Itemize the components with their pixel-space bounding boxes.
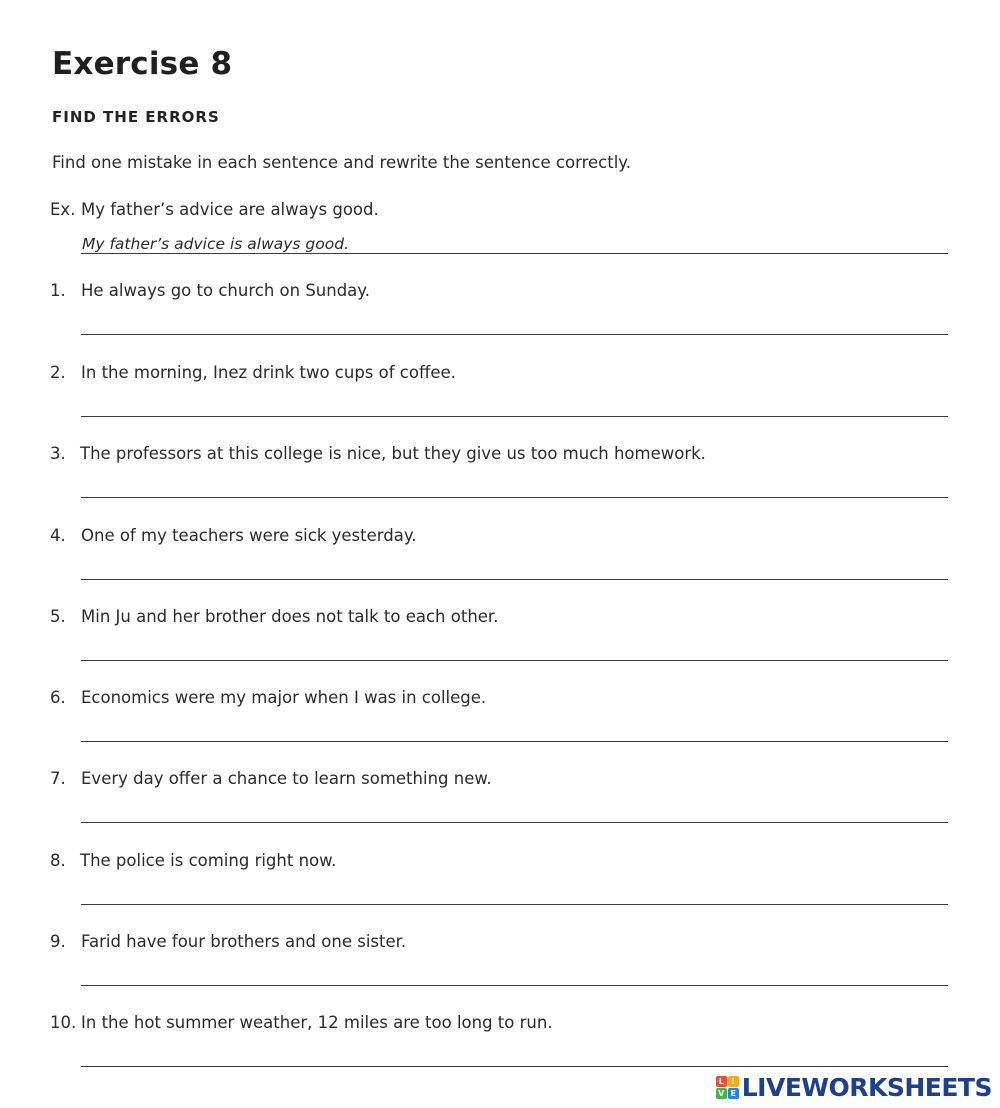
answer-line[interactable] [81,334,948,335]
answer-line[interactable] [81,822,948,823]
list-item [0,442,1000,502]
item-sentence: One of my teachers were sick yesterday. [81,526,417,545]
logo-text: LIVEWORKSHEETS [741,1072,992,1102]
section-subtitle: FIND THE ERRORS [52,108,220,126]
logo-mark-tile: I [728,1076,739,1087]
list-item [0,930,1000,990]
answer-line[interactable] [81,1066,948,1067]
item-number: 6. [50,688,66,707]
logo-mark-tile: V [716,1088,727,1099]
answer-line[interactable] [81,497,948,498]
item-sentence: Economics were my major when I was in college. [81,688,487,707]
item-number: 10. [50,1013,77,1032]
example-answer: My father’s advice is always good. [82,235,350,253]
item-sentence: He always go to church on Sunday. [81,281,370,300]
item-sentence: In the morning, Inez drink two cups of coffee. [81,363,456,382]
list-item [0,279,1000,339]
answer-line[interactable] [81,660,948,661]
item-number: 2. [50,363,66,382]
example-label: Ex. [50,200,76,219]
answer-line[interactable] [81,741,948,742]
instructions: Find one mistake in each sentence and rewrite the sentence correctly. [52,153,631,172]
logo-mark-icon [716,1076,739,1099]
item-number: 5. [50,607,66,626]
page-title: Exercise 8 [52,46,233,82]
list-item [0,524,1000,584]
answer-line[interactable] [81,985,948,986]
item-sentence: The professors at this college is nice, but they give us too much homework. [80,444,706,463]
item-sentence: The police is coming right now. [80,851,337,870]
item-number: 8. [50,851,66,870]
logo-mark-tile: L [716,1076,727,1087]
list-item [0,686,1000,746]
list-item [0,361,1000,421]
list-item [0,1011,1000,1071]
item-sentence: Min Ju and her brother does not talk to each other. [81,607,499,626]
example-sentence: My father’s advice are always good. [81,200,379,219]
item-number: 1. [50,281,66,300]
liveworksheets-logo[interactable] [716,1072,992,1102]
item-number: 3. [50,444,66,463]
answer-line[interactable] [81,579,948,580]
list-item [0,767,1000,827]
item-sentence: Every day offer a chance to learn something new. [81,769,492,788]
list-item [0,849,1000,909]
item-sentence: In the hot summer weather, 12 miles are too long to run. [81,1013,553,1032]
item-number: 7. [50,769,66,788]
item-number: 9. [50,932,66,951]
item-number: 4. [50,526,66,545]
list-item [0,605,1000,665]
item-sentence: Farid have four brothers and one sister. [81,932,407,951]
logo-mark-tile: E [728,1088,739,1099]
answer-line[interactable] [81,416,948,417]
answer-line[interactable] [81,904,948,905]
